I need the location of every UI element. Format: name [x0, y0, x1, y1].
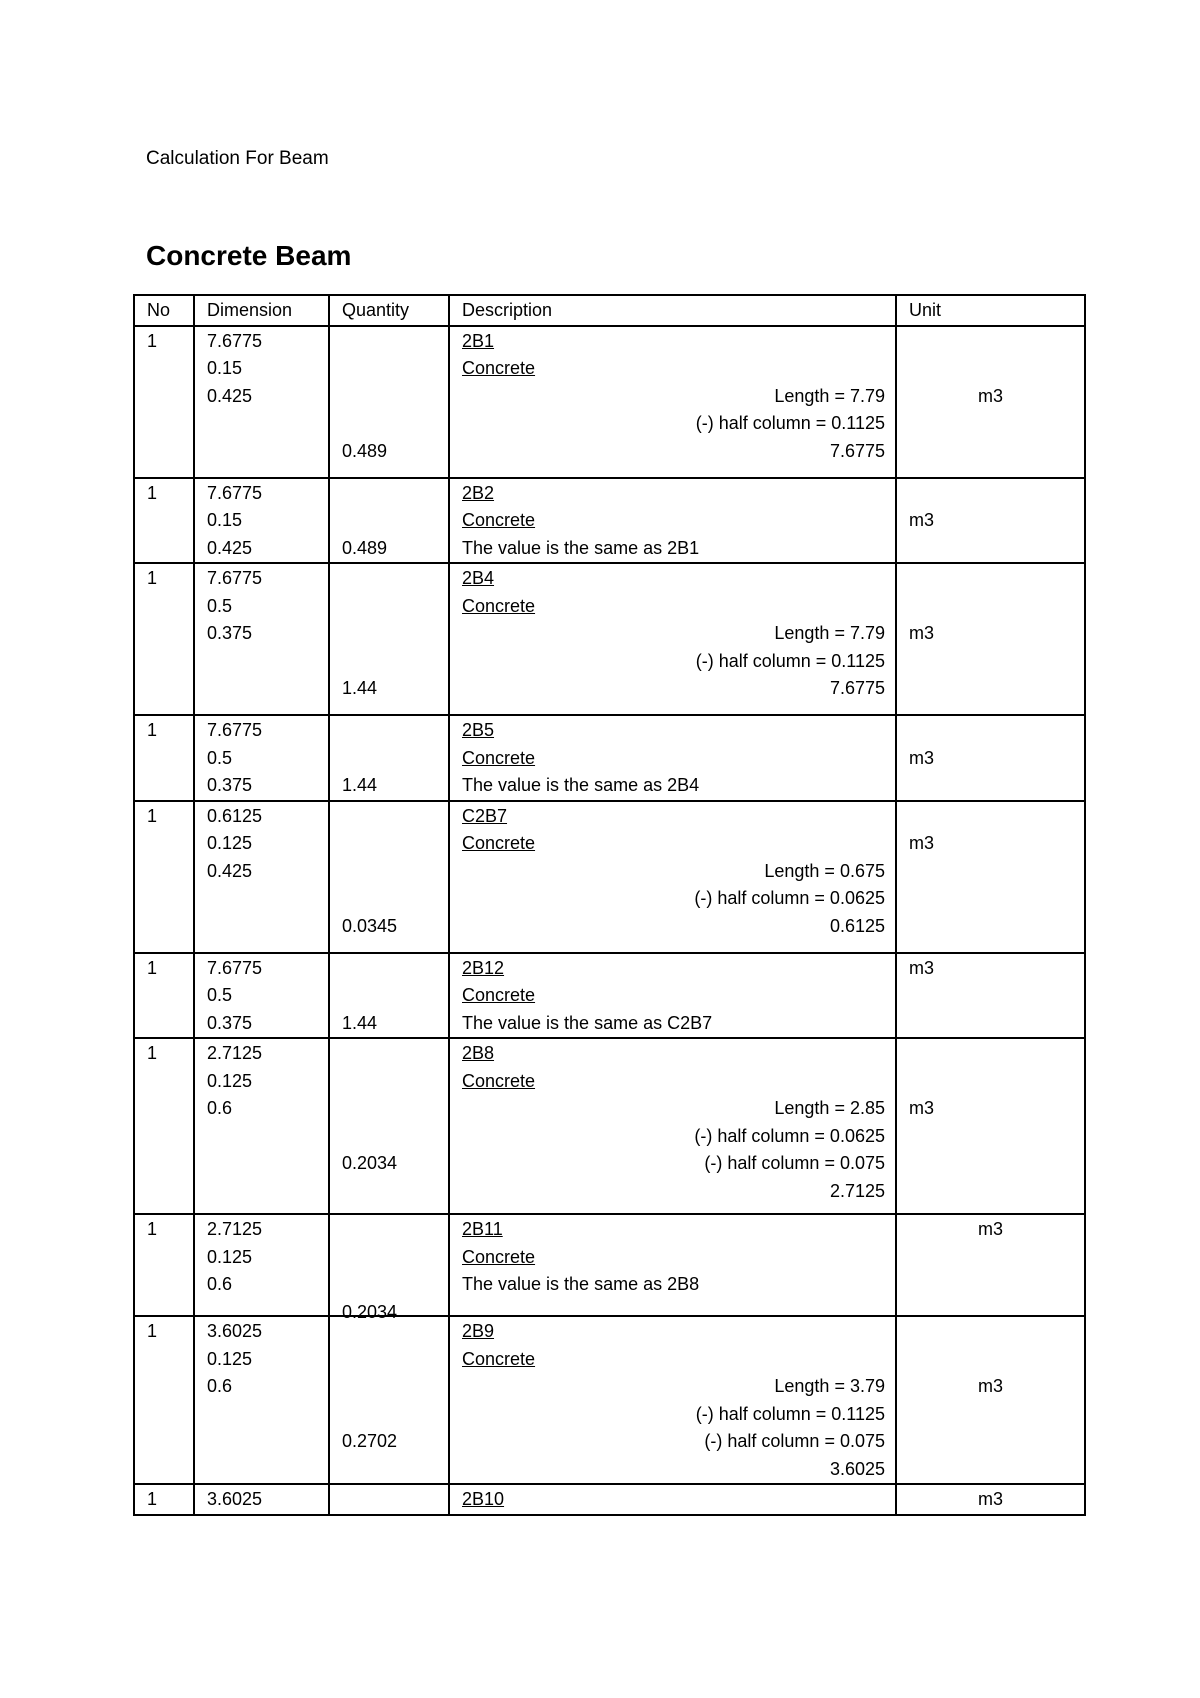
quantity-value: 1.44 [342, 678, 378, 698]
cell-dimension [194, 953, 329, 1039]
cell-quantity [329, 801, 449, 953]
cell-dimension [194, 563, 329, 715]
unit-value: m3 [977, 1219, 1003, 1239]
cell-quantity [329, 478, 449, 564]
unit-value: m3 [909, 833, 935, 853]
beam-mark: C2B7 [462, 805, 508, 826]
dimension-value: 0.5 [207, 595, 233, 616]
beam-mark: 2B1 [462, 330, 495, 351]
cell-description [449, 478, 896, 564]
cell-quantity [329, 715, 449, 801]
material-label: Concrete [462, 358, 536, 378]
beam-mark: 2B9 [462, 1321, 495, 1341]
calculation-line: (-) half column = 0.075 [704, 1431, 885, 1451]
calculation-line: 7.6775 [829, 440, 885, 461]
table-row [134, 801, 1085, 953]
calculation-line: 2.7125 [829, 1180, 885, 1201]
table-row [134, 953, 1085, 1039]
cell-unit [896, 478, 1085, 564]
column-header-description: Description [449, 295, 896, 326]
unit-value: m3 [977, 1376, 1003, 1396]
cell-no: 1 [134, 326, 194, 478]
beam-mark: 2B5 [462, 720, 495, 740]
beam-table [133, 294, 1086, 1516]
dimension-value: 0.15 [207, 510, 243, 530]
table-row [134, 1214, 1085, 1316]
cell-no: 1 [134, 1214, 194, 1316]
cell-dimension [194, 326, 329, 478]
beam-mark: 2B8 [462, 1043, 495, 1063]
calculation-line: Length = 2.85 [774, 1098, 885, 1118]
unit-value: m3 [909, 510, 935, 530]
quantity-value: 0.2702 [342, 1431, 398, 1451]
dimension-value: 0.6 [207, 1098, 233, 1118]
cell-description [449, 1038, 896, 1214]
dimension-value: 0.425 [207, 385, 253, 406]
dimension-value: 7.6775 [207, 568, 263, 588]
calculation-line: (-) half column = 0.0625 [694, 888, 885, 908]
cell-quantity [329, 563, 449, 715]
calculation-line: Length = 7.79 [774, 623, 885, 643]
cell-quantity [329, 1484, 449, 1515]
cell-no: 1 [134, 1484, 194, 1515]
unit-value: m3 [977, 1489, 1003, 1509]
table-row [134, 715, 1085, 801]
calculation-line: 7.6775 [829, 678, 885, 698]
quantity-value: 0.2034 [342, 1301, 398, 1322]
dimension-value: 0.375 [207, 1012, 253, 1033]
table-row [134, 1038, 1085, 1214]
cell-description [449, 801, 896, 953]
table-row [134, 1316, 1085, 1484]
description-note: The value is the same as 2B4 [462, 775, 700, 795]
cell-dimension [194, 1316, 329, 1484]
cell-dimension [194, 478, 329, 564]
column-header-quantity: Quantity [329, 295, 449, 326]
dimension-value: 7.6775 [207, 482, 263, 503]
quantity-value: 0.0345 [342, 915, 398, 936]
calculation-line: 3.6025 [829, 1458, 885, 1479]
cell-unit [896, 1038, 1085, 1214]
cell-description [449, 326, 896, 478]
dimension-value: 7.6775 [207, 957, 263, 978]
beam-mark: 2B11 [462, 1219, 503, 1239]
dimension-value: 7.6775 [207, 720, 263, 740]
material-label: Concrete [462, 510, 536, 530]
dimension-value: 7.6775 [207, 330, 263, 351]
section-title: Concrete Beam [146, 240, 352, 271]
dimension-value: 0.375 [207, 623, 253, 643]
cell-description [449, 953, 896, 1039]
unit-value: m3 [909, 957, 935, 978]
table-row [134, 563, 1085, 715]
cell-dimension [194, 1214, 329, 1316]
dimension-value: 0.125 [207, 1348, 253, 1369]
cell-dimension [194, 715, 329, 801]
cell-no: 1 [134, 801, 194, 953]
column-header-no: No [134, 295, 194, 326]
dimension-value: 0.425 [207, 860, 253, 881]
material-label: Concrete [462, 985, 536, 1005]
dimension-value: 0.6125 [207, 805, 263, 826]
cell-description [449, 1214, 896, 1316]
table-row [134, 326, 1085, 478]
table-row [134, 1484, 1085, 1515]
cell-no: 1 [134, 563, 194, 715]
calculation-line: Length = 3.79 [774, 1376, 885, 1396]
dimension-value: 0.425 [207, 537, 253, 558]
calculation-line: (-) half column = 0.075 [704, 1153, 885, 1173]
material-label: Concrete [462, 1246, 536, 1267]
unit-value: m3 [909, 1098, 935, 1118]
document-header: Calculation For Beam [146, 148, 329, 169]
dimension-value: 0.5 [207, 985, 233, 1005]
quantity-value: 1.44 [342, 1012, 378, 1033]
calculation-line: Length = 0.675 [764, 860, 885, 881]
dimension-value: 0.125 [207, 1246, 253, 1267]
beam-mark: 2B10 [462, 1489, 505, 1509]
cell-unit [896, 1316, 1085, 1484]
cell-quantity [329, 1214, 449, 1322]
quantity-value: 0.2034 [342, 1153, 398, 1173]
dimension-value: 3.6025 [207, 1489, 263, 1509]
description-note: The value is the same as 2B8 [462, 1274, 700, 1294]
cell-unit [896, 715, 1085, 801]
calculation-line: (-) half column = 0.1125 [695, 413, 885, 433]
cell-unit [896, 801, 1085, 953]
cell-description [449, 715, 896, 801]
unit-value: m3 [977, 385, 1003, 406]
material-label: Concrete [462, 833, 536, 853]
beam-mark: 2B12 [462, 957, 505, 978]
column-header-dimension: Dimension [194, 295, 329, 326]
cell-dimension [194, 1484, 329, 1515]
dimension-value: 0.125 [207, 1070, 253, 1091]
calculation-line: Length = 7.79 [774, 385, 885, 406]
unit-value: m3 [909, 623, 935, 643]
cell-description [449, 563, 896, 715]
quantity-value: 1.44 [342, 775, 378, 795]
beam-mark: 2B2 [462, 482, 495, 503]
cell-unit [896, 953, 1085, 1039]
cell-dimension [194, 1038, 329, 1214]
cell-quantity [329, 326, 449, 478]
cell-no: 1 [134, 478, 194, 564]
material-label: Concrete [462, 595, 536, 616]
description-note: The value is the same as 2B1 [462, 537, 700, 558]
material-label: Concrete [462, 747, 536, 768]
cell-description [449, 1316, 896, 1484]
cell-no: 1 [134, 715, 194, 801]
cell-unit [896, 1484, 1085, 1515]
cell-unit [896, 563, 1085, 715]
unit-value: m3 [909, 747, 935, 768]
column-header-unit: Unit [896, 295, 1085, 326]
dimension-value: 0.375 [207, 775, 253, 795]
beam-mark: 2B4 [462, 568, 495, 588]
cell-dimension [194, 801, 329, 953]
calculation-line: 0.6125 [829, 915, 885, 936]
quantity-value: 0.489 [342, 440, 388, 461]
cell-quantity [329, 1316, 449, 1484]
cell-quantity [329, 1038, 449, 1214]
cell-quantity [329, 953, 449, 1039]
cell-unit [896, 1214, 1085, 1316]
dimension-value: 0.15 [207, 358, 243, 378]
dimension-value: 0.6 [207, 1274, 233, 1294]
quantity-value: 0.489 [342, 537, 388, 558]
dimension-value: 2.7125 [207, 1219, 263, 1239]
cell-description [449, 1484, 896, 1515]
cell-no: 1 [134, 1038, 194, 1214]
dimension-value: 0.6 [207, 1376, 233, 1396]
cell-no: 1 [134, 1316, 194, 1484]
calculation-line: (-) half column = 0.1125 [695, 1403, 885, 1424]
calculation-line: (-) half column = 0.1125 [695, 650, 885, 671]
table-header-row [134, 295, 1085, 326]
dimension-value: 2.7125 [207, 1043, 263, 1063]
dimension-value: 3.6025 [207, 1321, 263, 1341]
material-label: Concrete [462, 1070, 536, 1091]
dimension-value: 0.125 [207, 833, 253, 853]
description-note: The value is the same as C2B7 [462, 1012, 713, 1033]
cell-unit [896, 326, 1085, 478]
table-row [134, 478, 1085, 564]
material-label: Concrete [462, 1348, 536, 1369]
cell-no: 1 [134, 953, 194, 1039]
dimension-value: 0.5 [207, 747, 233, 768]
calculation-line: (-) half column = 0.0625 [694, 1125, 885, 1146]
